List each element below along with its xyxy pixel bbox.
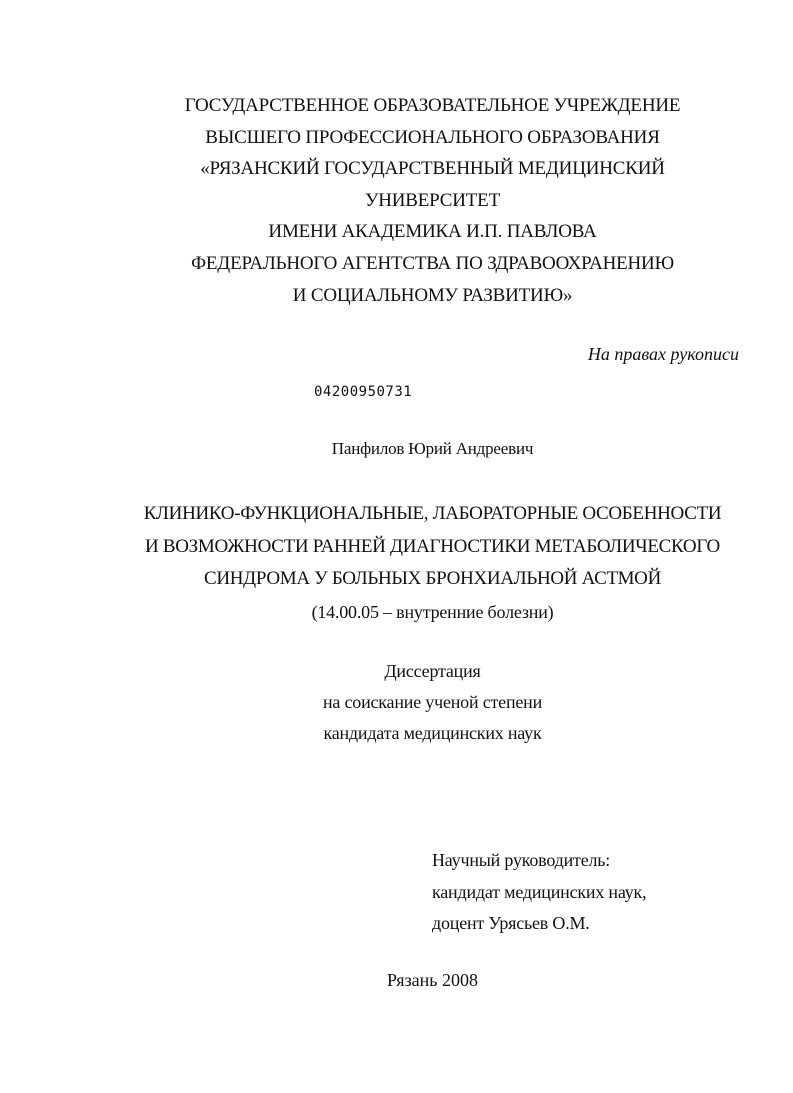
title-line: КЛИНИКО-ФУНКЦИОНАЛЬНЫЕ, ЛАБОРАТОРНЫЕ ОСОБЕННОСТИ [143,503,722,524]
document-number: 04200950731 [314,384,413,400]
dissertation-type [36,656,793,749]
dissertation-line: на соискание ученой степени [322,692,543,712]
institution-line: ФЕДЕРАЛЬНОГО АГЕНТСТВА ПО ЗДРАВООХРАНЕНИЮ [191,252,674,274]
institution-line: УНИВЕРСИТЕТ [365,189,500,211]
institution-line: ВЫСШЕГО ПРОФЕССИОНАЛЬНОГО ОБРАЗОВАНИЯ [205,126,660,148]
title-line: И ВОЗМОЖНОСТИ РАННЕЙ ДИАГНОСТИКИ МЕТАБОЛИЧЕСКОГО [145,535,720,557]
specialty-code: (14.00.05 – внутренние болезни) [311,601,554,622]
dissertation-line: кандидата медицинских наук [323,723,542,743]
supervisor-line: Научный руководитель: [432,850,611,870]
title-line: СИНДРОМА У БОЛЬНЫХ БРОНХИАЛЬНОЙ АСТМОЙ [203,568,662,589]
supervisor-line: кандидат медицинских наук, [432,881,647,902]
author-name: Панфилов Юрий Андреевич [331,439,534,458]
city-year: Рязань 2008 [386,970,479,990]
supervisor-block [432,845,646,940]
dissertation-line: Диссертация [384,661,481,681]
supervisor-line: доцент Урясьев О.М. [432,913,590,933]
institution-line: И СОЦИАЛЬНОМУ РАЗВИТИЮ» [292,284,573,306]
rights-note: На правах рукописи [587,344,739,364]
institution-line: «РЯЗАНСКИЙ ГОСУДАРСТВЕННЫЙ МЕДИЦИНСКИЙ [200,158,665,180]
institution-line: ИМЕНИ АКАДЕМИКА И.П. ПАВЛОВА [268,221,597,243]
dissertation-title [36,498,793,628]
institution-header [36,90,793,311]
institution-line: ГОСУДАРСТВЕННОЕ ОБРАЗОВАТЕЛЬНОЕ УЧРЕЖДЕНИЕ [184,95,681,116]
